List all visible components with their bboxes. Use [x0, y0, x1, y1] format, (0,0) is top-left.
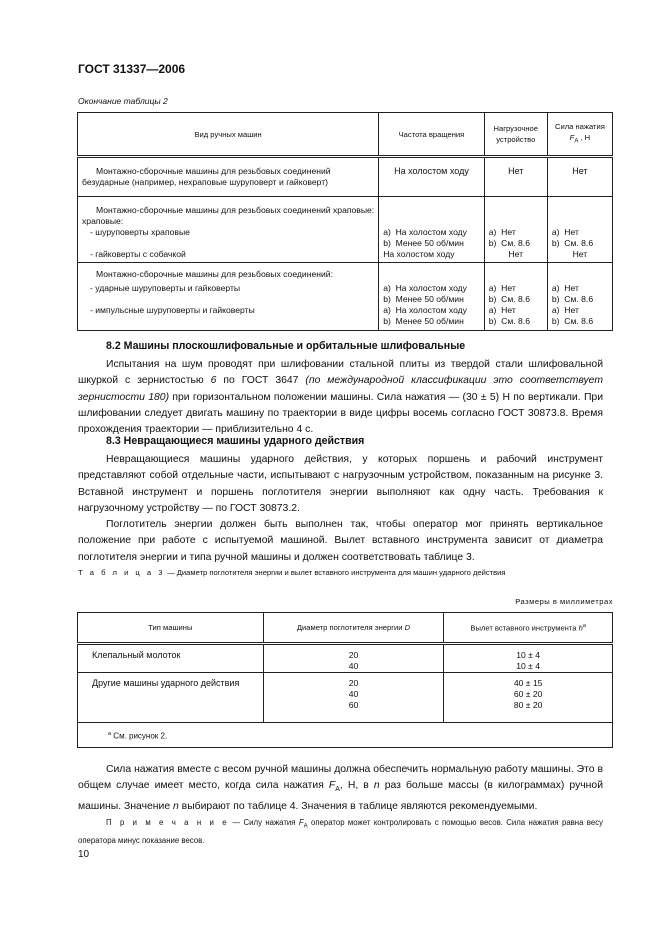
text: 40 ± 15	[513, 678, 543, 688]
cell-load: Нет	[484, 157, 547, 197]
symbol: F	[298, 818, 304, 827]
text: На холостом ходу	[383, 249, 455, 259]
text: a) На холостом ходу	[383, 305, 467, 315]
cell-force	[547, 263, 612, 331]
symbol: n	[173, 800, 179, 812]
paragraph: Невращающиеся машины ударного действия, у которых поршень и рабочий инструмент представляют собой отдельные части, испытывают с нагрузочным устройством, показанным на рисунке 3. Вставной инструмент и поршень поглотителя энергии выполняют как одну часть. Требования к нагрузочному устройству — по ГОСТ 30873.2.	[78, 454, 603, 514]
cell-force	[547, 197, 612, 263]
symbol: F	[569, 132, 575, 142]
note	[78, 816, 603, 847]
table-row	[78, 263, 613, 331]
text: — Силу нажатия	[229, 818, 299, 827]
symbol: h	[578, 623, 583, 633]
section-heading: 8.2 Машины плоскошлифовальные и орбитальные шлифовальные	[106, 340, 466, 352]
cell-h	[444, 644, 613, 673]
cell-speed	[379, 197, 485, 263]
cell-force: Нет	[547, 157, 612, 197]
cell-type: Другие машины ударного действия	[78, 673, 264, 723]
cell-speed	[379, 263, 485, 331]
table-footnote	[78, 723, 613, 748]
table-label: Т а б л и ц а 3	[78, 568, 165, 577]
text: Вылет вставного инструмента	[470, 623, 579, 633]
text: 60	[348, 700, 359, 710]
table-3	[77, 612, 613, 748]
text: - гайковерты с собачкой	[90, 249, 186, 259]
text: 60 ± 20	[513, 689, 543, 699]
table-header-row	[78, 113, 613, 157]
text: b) См. 8.6	[551, 238, 594, 248]
cell-speed: На холостом ходу	[379, 157, 485, 197]
text: 20	[348, 650, 359, 660]
table-header-row	[78, 613, 613, 644]
text: по ГОСТ 3647	[216, 375, 306, 387]
symbol: n	[373, 780, 380, 792]
text: a) Нет	[551, 305, 579, 315]
cell-h	[444, 673, 613, 723]
text: Нет	[508, 249, 524, 259]
table-footnote-row	[78, 723, 613, 748]
text: a) На холостом ходу	[383, 283, 467, 293]
table3-caption	[78, 568, 506, 577]
text: Диаметр поглотителя энергии	[296, 623, 405, 632]
col-header: Вид ручных машин	[78, 113, 379, 157]
paragraph	[78, 816, 603, 847]
text: 20	[348, 678, 359, 688]
text: , Н, в	[339, 780, 374, 792]
text: a) Нет	[488, 305, 516, 315]
text: b) См. 8.6	[488, 316, 530, 326]
col-header	[263, 613, 444, 644]
text: a) Нет	[488, 227, 516, 237]
text: b) Менее 50 об/мин	[383, 294, 464, 304]
footnote-mark: a	[108, 730, 112, 737]
units-note: Размеры в миллиметрах	[515, 597, 613, 606]
unit: , Н	[578, 132, 591, 142]
text: - шуруповерты храповые	[90, 227, 190, 237]
text: a) Нет	[551, 283, 579, 293]
cell-d	[263, 673, 444, 723]
paragraph: Поглотитель энергии должен быть выполнен так, чтобы оператор мог принять вертикальное положение при работе с испытуемой машиной. Вылет вставного инструмента зависит от диаметра поглотителя энергии и типа ручной машины и должен соответствовать таблице 3.	[78, 519, 603, 563]
document-header: ГОСТ 31337—2006	[78, 62, 186, 76]
text: Сила нажатия вместе с весом ручной машины должна обеспечить нормальную работу машины. Это в общем случае имеет место, когда сила нажатия	[78, 764, 603, 792]
cell-d	[263, 644, 444, 673]
text: 40	[348, 661, 359, 671]
col-header-text: Сила нажатия	[554, 121, 605, 131]
cell-load	[484, 263, 547, 331]
text: Монтажно-сборочные машины для резьбовых соединений храповые:	[96, 205, 375, 215]
text: a) Нет	[488, 283, 516, 293]
cell-load	[484, 197, 547, 263]
table-row	[78, 673, 613, 723]
text: См. рисунок 2.	[111, 731, 168, 741]
cell-type: Монтажно-сборочные машины для резьбовых соединений храповые: храповые: - шуруповерты храповые - гайковерты с собачкой	[78, 197, 379, 263]
text: b) Менее 50 об/мин	[383, 238, 464, 248]
page-number: 10	[78, 849, 90, 860]
text: b) См. 8.6	[551, 294, 594, 304]
cell-type: Монтажно-сборочные машины для резьбовых соединений безударные (например, нехраповые шуруповерт и гайковерт)	[78, 157, 379, 197]
text: 40	[348, 689, 359, 699]
text: - ударные шуруповерты и гайковерты	[90, 283, 241, 293]
note-label: П р и м е ч а н и е	[106, 818, 230, 827]
text: a) Нет	[551, 227, 579, 237]
paragraph	[78, 762, 603, 815]
table-row	[78, 197, 613, 263]
text: Нет	[572, 249, 588, 259]
table-row	[78, 157, 613, 197]
text: 10 ± 4	[516, 661, 541, 671]
text: оператор может контролировать с помощью весов. Сила нажатия равна весу оператора минус показание весов.	[78, 818, 603, 845]
text: раз больше массы (в килограммах) ручной машины. Значение	[78, 780, 603, 812]
text: 10 ± 4	[516, 650, 541, 660]
text: 6	[210, 375, 217, 387]
section-heading: 8.3 Невращающиеся машины ударного действия	[106, 435, 365, 447]
text: Монтажно-сборочные машины для резьбовых соединений:	[96, 269, 333, 279]
text: b) См. 8.6	[488, 238, 530, 248]
table-2	[77, 112, 613, 331]
col-header: Тип машины	[78, 613, 264, 644]
col-header	[444, 613, 613, 644]
text: b) См. 8.6	[551, 316, 594, 326]
text: - импульсные шуруповерты и гайковерты	[90, 305, 255, 315]
paragraph	[78, 357, 603, 438]
text: 80 ± 20	[513, 700, 543, 710]
text: a) На холостом ходу	[383, 227, 467, 237]
subscript: A	[335, 786, 340, 794]
table-row	[78, 644, 613, 673]
section-83-body	[78, 452, 603, 566]
col-header: Нагрузочное устройство	[484, 113, 547, 157]
text: выбирают по таблице 4. Значения в таблице являются рекомендуемыми.	[178, 800, 538, 812]
table2-caption: Окончание таблицы 2	[78, 96, 168, 106]
text: (по международной классификации это соответствует зернистости 180)	[78, 375, 603, 403]
subscript: A	[303, 823, 308, 830]
footnote-mark: a	[582, 623, 586, 630]
cell-type: Клепальный молоток	[78, 644, 264, 673]
text: Испытания на шум проводят при шлифовании стальной плиты из твердой стали шлифовальной шкуркой с зернистостью	[78, 359, 603, 387]
text: при горизонтальном положении машины. Сила нажатия — (30 ± 5) Н по вертикали. При шлифовании следует двигать машину по траектории в виде цифры восемь согласно ГОСТ 30873.8. Время прохождения траектории — приблизительно 4 с.	[78, 391, 604, 436]
text: b) См. 8.6	[488, 294, 530, 304]
col-header	[547, 113, 612, 157]
table-title: — Диаметр поглотителя энергии и вылет вставного инструмента для машин ударного действия	[164, 568, 506, 577]
symbol: D	[404, 623, 411, 632]
col-header: Частота вращения	[379, 113, 485, 157]
section-82-body	[78, 357, 603, 438]
force-paragraph	[78, 762, 603, 815]
subscript: A	[574, 138, 579, 145]
symbol: F	[328, 780, 336, 792]
text: b) Менее 50 об/мин	[383, 316, 464, 326]
cell-type	[78, 263, 379, 331]
